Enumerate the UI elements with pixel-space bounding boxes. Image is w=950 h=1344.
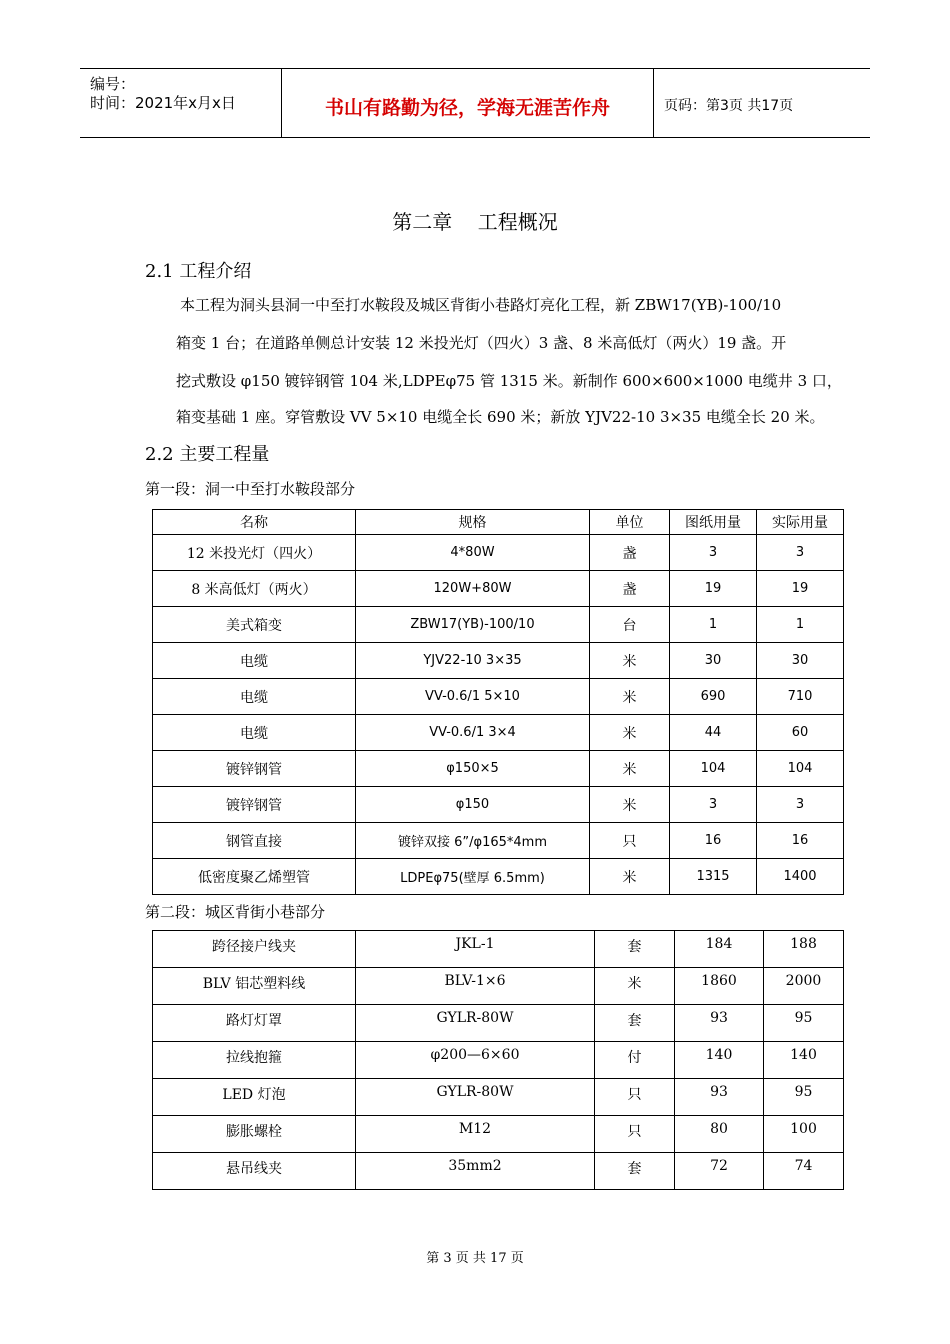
motto-text: 书山有路勤为径，学海无涯苦作舟	[324, 97, 610, 119]
cell-unit: 付	[595, 1042, 675, 1079]
cell-design-qty: 93	[675, 1005, 764, 1042]
cell-name: 钢管直接	[153, 823, 356, 859]
header-unit: 单位	[590, 510, 670, 535]
table-header-row	[153, 510, 844, 535]
table-row	[153, 1079, 844, 1116]
cell-name: 8 米高低灯（两火）	[153, 571, 356, 607]
cell-spec: φ200—6×60	[356, 1042, 595, 1079]
cell-unit: 米	[590, 679, 670, 715]
cell-actual-qty: 3	[757, 535, 844, 571]
cell-spec: VV-0.6/1 3×4	[356, 715, 590, 751]
cell-spec: φ150×5	[356, 751, 590, 787]
cell-design-qty: 80	[675, 1116, 764, 1153]
cell-spec: 镀锌双接 6”/φ165*4mm	[356, 823, 590, 859]
cell-unit: 米	[590, 751, 670, 787]
cell-design-qty: 1860	[675, 968, 764, 1005]
cell-spec: BLV-1×6	[356, 968, 595, 1005]
cell-name: 镀锌钢管	[153, 751, 356, 787]
cell-spec: 4*80W	[356, 535, 590, 571]
cell-unit: 米	[590, 859, 670, 895]
intro-line-2: 箱变 1 台；在道路单侧总计安装 12 米投光灯（四火）3 盏、8 米高低灯（两火）19 盏。开	[176, 334, 787, 352]
table-row	[153, 751, 844, 787]
cell-unit: 套	[595, 1153, 675, 1190]
cell-design-qty: 30	[670, 643, 757, 679]
table-row	[153, 607, 844, 643]
section-heading-quantities: 2.2 主要工程量	[145, 444, 270, 465]
cell-spec: ZBW17(YB)-100/10	[356, 607, 590, 643]
header-spec: 规格	[356, 510, 590, 535]
cell-name: 美式箱变	[153, 607, 356, 643]
cell-spec: LDPEφ75(壁厚 6.5mm)	[356, 859, 590, 895]
cell-spec: VV-0.6/1 5×10	[356, 679, 590, 715]
cell-actual-qty: 2000	[764, 968, 844, 1005]
cell-design-qty: 690	[670, 679, 757, 715]
cell-actual-qty: 30	[757, 643, 844, 679]
cell-design-qty: 184	[675, 931, 764, 968]
cell-unit: 只	[590, 823, 670, 859]
document-date: 时间：2021年x月x日	[90, 94, 236, 112]
page-header	[80, 68, 870, 138]
cell-unit: 米	[595, 968, 675, 1005]
cell-unit: 套	[595, 931, 675, 968]
cell-unit: 台	[590, 607, 670, 643]
cell-unit: 米	[590, 715, 670, 751]
cell-name: 跨径接户线夹	[153, 931, 356, 968]
cell-unit: 米	[590, 643, 670, 679]
cell-spec: M12	[356, 1116, 595, 1153]
cell-design-qty: 3	[670, 535, 757, 571]
segment1-label: 第一段：洞一中至打水鞍段部分	[145, 480, 356, 498]
header-page-cell	[654, 69, 870, 137]
document-number: 编号：	[90, 75, 136, 93]
cell-design-qty: 72	[675, 1153, 764, 1190]
cell-design-qty: 3	[670, 787, 757, 823]
cell-unit: 盏	[590, 571, 670, 607]
cell-actual-qty: 100	[764, 1116, 844, 1153]
cell-unit: 米	[590, 787, 670, 823]
intro-line-4: 箱变基础 1 座。穿管敷设 VV 5×10 电缆全长 690 米；新放 YJV22-10 3×35 电缆全长 20 米。	[176, 408, 825, 426]
table-row	[153, 1042, 844, 1079]
cell-unit: 只	[595, 1116, 675, 1153]
cell-name: 电缆	[153, 715, 356, 751]
cell-actual-qty: 1	[757, 607, 844, 643]
cell-design-qty: 19	[670, 571, 757, 607]
page-footer: 第 3 页 共 17 页	[426, 1251, 524, 1266]
cell-design-qty: 16	[670, 823, 757, 859]
table-row	[153, 787, 844, 823]
intro-line-3: 挖式敷设 φ150 镀锌钢管 104 米,LDPEφ75 管 1315 米。新制作 600×600×1000 电缆井 3 口，	[176, 372, 842, 390]
quantity-table-segment2	[152, 930, 844, 1190]
chapter-title: 第二章 工程概况	[392, 210, 558, 234]
table-row	[153, 1005, 844, 1042]
cell-spec: 120W+80W	[356, 571, 590, 607]
header-motto-cell	[282, 69, 654, 137]
cell-spec: JKL-1	[356, 931, 595, 968]
cell-spec: GYLR-80W	[356, 1005, 595, 1042]
table-row	[153, 968, 844, 1005]
table-row	[153, 859, 844, 895]
cell-spec: GYLR-80W	[356, 1079, 595, 1116]
cell-unit: 盏	[590, 535, 670, 571]
table-row	[153, 571, 844, 607]
cell-spec: YJV22-10 3×35	[356, 643, 590, 679]
header-info-cell	[80, 69, 282, 137]
table-row	[153, 1116, 844, 1153]
cell-actual-qty: 1400	[757, 859, 844, 895]
cell-actual-qty: 104	[757, 751, 844, 787]
cell-actual-qty: 60	[757, 715, 844, 751]
page-info: 页码：第3页 共17页	[664, 98, 794, 114]
table-row	[153, 1153, 844, 1190]
table-row	[153, 715, 844, 751]
cell-actual-qty: 16	[757, 823, 844, 859]
cell-name: 路灯灯罩	[153, 1005, 356, 1042]
cell-name: 膨胀螺栓	[153, 1116, 356, 1153]
cell-design-qty: 93	[675, 1079, 764, 1116]
table-row	[153, 535, 844, 571]
cell-actual-qty: 140	[764, 1042, 844, 1079]
header-name: 名称	[153, 510, 356, 535]
cell-name: 悬吊线夹	[153, 1153, 356, 1190]
cell-design-qty: 44	[670, 715, 757, 751]
table-row	[153, 823, 844, 859]
cell-spec: φ150	[356, 787, 590, 823]
section-heading-intro: 2.1 工程介绍	[145, 261, 252, 282]
cell-name: 镀锌钢管	[153, 787, 356, 823]
intro-line-1: 本工程为洞头县洞一中至打水鞍段及城区背街小巷路灯亮化工程，新 ZBW17(YB)-100/10	[180, 296, 782, 314]
cell-actual-qty: 710	[757, 679, 844, 715]
table-row	[153, 931, 844, 968]
quantity-table-segment1	[152, 509, 844, 895]
cell-actual-qty: 95	[764, 1079, 844, 1116]
cell-spec: 35mm2	[356, 1153, 595, 1190]
header-actual-qty: 实际用量	[757, 510, 844, 535]
cell-design-qty: 1	[670, 607, 757, 643]
segment2-label: 第二段：城区背街小巷部分	[145, 903, 326, 921]
cell-name: LED 灯泡	[153, 1079, 356, 1116]
cell-unit: 套	[595, 1005, 675, 1042]
cell-actual-qty: 19	[757, 571, 844, 607]
table-row	[153, 643, 844, 679]
cell-design-qty: 1315	[670, 859, 757, 895]
cell-actual-qty: 3	[757, 787, 844, 823]
cell-name: 电缆	[153, 679, 356, 715]
cell-actual-qty: 74	[764, 1153, 844, 1190]
cell-name: 拉线抱箍	[153, 1042, 356, 1079]
cell-actual-qty: 188	[764, 931, 844, 968]
cell-unit: 只	[595, 1079, 675, 1116]
cell-design-qty: 140	[675, 1042, 764, 1079]
table-row	[153, 679, 844, 715]
header-design-qty: 图纸用量	[670, 510, 757, 535]
cell-actual-qty: 95	[764, 1005, 844, 1042]
cell-name: 电缆	[153, 643, 356, 679]
cell-design-qty: 104	[670, 751, 757, 787]
cell-name: 12 米投光灯（四火）	[153, 535, 356, 571]
cell-name: 低密度聚乙烯塑管	[153, 859, 356, 895]
cell-name: BLV 铝芯塑料线	[153, 968, 356, 1005]
